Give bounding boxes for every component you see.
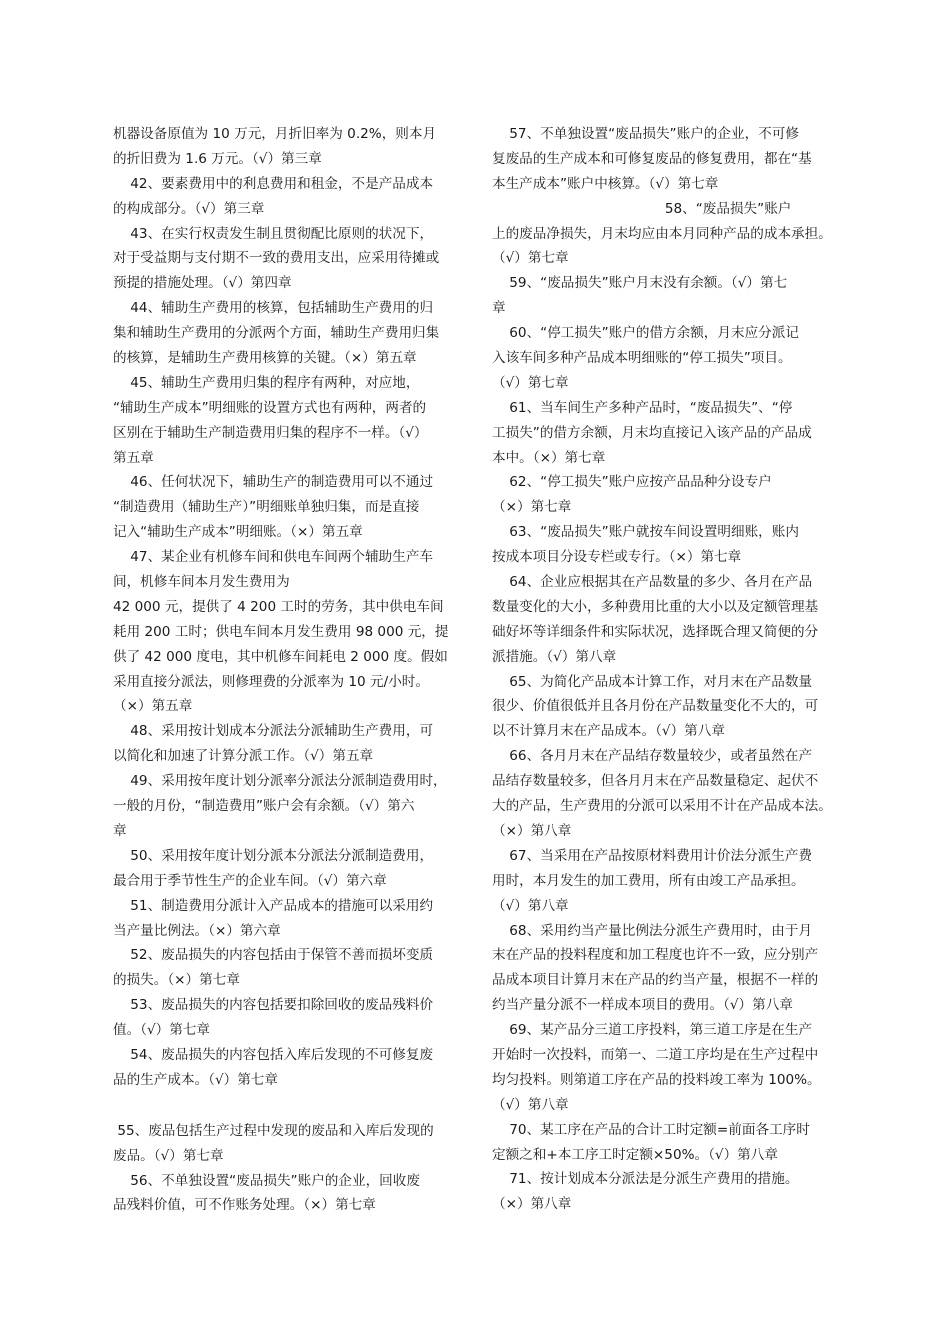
- right-text-line: （×）第七章: [492, 499, 572, 516]
- left-text-line: 间，机修车间本月发生费用为: [113, 574, 290, 591]
- left-text-line: 品的生产成本。（√）第七章: [113, 1071, 278, 1088]
- right-text-line: 67、当采用在产品按原材料费用计价法分派生产费: [492, 847, 813, 864]
- left-text-line: 的损失。（×）第七章: [113, 972, 240, 989]
- right-text-line: 以不计算月末在产品成本。（√）第八章: [492, 723, 725, 740]
- right-text-line: 66、各月月末在产品结存数量较少，或者虽然在产: [492, 748, 813, 765]
- left-text-line: 49、采用按年度计划分派率分派法分派制造费用时，: [113, 773, 447, 790]
- right-text-line: （×）第八章: [492, 1196, 572, 1213]
- left-text-line: “辅助生产成本”明细账的设置方式也有两种，两者的: [113, 399, 427, 416]
- left-text-line: 最合用于季节性生产的企业车间。（√）第六章: [113, 872, 387, 889]
- paragraph-gap: [113, 1093, 460, 1119]
- left-text-line: 51、制造费用分派计入产品成本的措施可以采用约: [113, 897, 434, 914]
- right-text-line: 68、采用约当产量比例法分派生产费用时，由于月: [492, 922, 813, 939]
- right-text-line: 69、某产品分三道工序投料，第三道工序是在生产: [492, 1022, 813, 1039]
- right-text-line: 均匀投料。则第道工序在产品的投料竣工率为 100%。: [492, 1071, 821, 1088]
- left-text-line: 56、不单独设置“废品损失”账户的企业，回收废: [113, 1172, 420, 1189]
- left-text-line: 第五章: [113, 449, 154, 466]
- left-text-line: 机器设备原值为 10 万元，月折旧率为 0.2%，则本月: [113, 126, 437, 142]
- left-text-line: 45、辅助生产费用归集的程序有两种，对应地，: [113, 374, 420, 391]
- right-text-line: 63、“废品损失”账户就按车间设置明细账，账内: [492, 524, 799, 541]
- left-text-line: 对于受益期与支付期不一致的费用支出，应采用待摊或: [113, 250, 440, 267]
- right-text-line: 派措施。（√）第八章: [492, 648, 617, 665]
- right-text-line: 开始时一次投料，而第一、二道工序均是在生产过程中: [492, 1046, 819, 1063]
- right-text-line: 入该车间多种产品成本明细账的“停工损失”项目。: [492, 350, 792, 367]
- left-text-line: 54、废品损失的内容包括入库后发现的不可修复废: [113, 1046, 434, 1063]
- left-text-line: 废品。（√）第七章: [113, 1147, 224, 1164]
- right-text-line: 定额之和+本工序工时定额×50%。（√）第八章: [492, 1146, 778, 1163]
- left-text-line: 以简化和加速了计算分派工作。（√）第五章: [113, 748, 374, 765]
- right-text-line: 70、某工序在产品的合计工时定额=前面各工序时: [492, 1121, 810, 1138]
- right-text-line: 按成本项目分设专栏或专行。（×）第七章: [492, 549, 742, 566]
- left-text-line: 耗用 200 工时；供电车间本月发生费用 98 000 元，提: [113, 623, 449, 640]
- right-text-line: 工损失”的借方余额，月末均直接记入该产品的产品成: [492, 424, 812, 441]
- right-text-line: 62、“停工损失”账户应按产品品种分设专户: [492, 474, 772, 491]
- right-text-line: 71、按计划成本分派法是分派生产费用的措施。: [492, 1171, 799, 1188]
- left-text-line: 当产量比例法。（×）第六章: [113, 922, 281, 939]
- right-text-line: 数量变化的大小，多种费用比重的大小以及定额管理基: [492, 598, 819, 615]
- left-text-line: 42、要素费用中的利息费用和租金，不是产品成本: [113, 175, 434, 192]
- left-text-line: 一般的月份，“制造费用”账户会有余额。（√）第六: [113, 798, 415, 815]
- left-text-line: 集和辅助生产费用的分派两个方面，辅助生产费用归集: [113, 325, 440, 342]
- right-text-line: 大的产品，生产费用的分派可以采用不计在产品成本法。: [492, 798, 832, 815]
- left-text-line: 53、废品损失的内容包括要扣除回收的废品残料价: [113, 997, 434, 1014]
- right-text-line: 用时，本月发生的加工费用，所有由竣工产品承担。: [492, 872, 805, 889]
- left-text-line: 42 000 元，提供了 4 200 工时的劳务，其中供电车间: [113, 598, 444, 615]
- left-text-line: 48、采用按计划成本分派法分派辅助生产费用，可: [113, 723, 434, 740]
- right-text-line: 末在产品的投料程度和加工程度也许不一致，应分别产: [492, 947, 819, 964]
- left-text-line: 记入“辅助生产成本”明细账。（×）第五章: [113, 524, 363, 541]
- right-text-line: 上的废品净损失，月末均应由本月同种产品的成本承担。: [492, 225, 832, 242]
- right-text-line: （√）第八章: [492, 1096, 569, 1113]
- left-text-line: 品残料价值，可不作账务处理。（×）第七章: [113, 1197, 376, 1214]
- left-text-line: 52、废品损失的内容包括由于保管不善而损坏变质: [113, 947, 434, 964]
- right-text-line: （×）第八章: [492, 822, 572, 839]
- right-text-line: 59、“废品损失”账户月末没有余额。（√）第七: [492, 275, 788, 292]
- right-text-line: 64、企业应根据其在产品数量的多少、各月在产品: [492, 574, 813, 591]
- right-text-line: 品成本项目计算月末在产品的约当产量，根据不一样的: [492, 972, 819, 989]
- right-text-line: 本生产成本”账户中核算。（√）第七章: [492, 175, 719, 192]
- left-text-line: 43、在实行权责发生制且贯彻配比原则的状况下，: [113, 225, 434, 242]
- right-text-line: 本中。（×）第七章: [492, 449, 606, 466]
- left-text-line: 的核算，是辅助生产费用核算的关键。（×）第五章: [113, 350, 417, 367]
- left-text-line: 供了 42 000 度电，其中机修车间耗电 2 000 度。假如: [113, 648, 448, 665]
- left-text-line: 46、任何状况下，辅助生产的制造费用可以不通过: [113, 474, 434, 491]
- left-text-line: 55、废品包括生产过程中发现的废品和入库后发现的: [113, 1122, 434, 1139]
- right-text-line: 61、当车间生产多种产品时，“废品损失”、“停: [492, 399, 793, 416]
- right-text-line: 复废品的生产成本和可修复废品的修复费用，都在“基: [492, 150, 812, 167]
- right-text-line: （√）第八章: [492, 897, 569, 914]
- right-text-line: 很少、价值很低并且各月份在产品数量变化不大的，可: [492, 698, 819, 715]
- right-text-line: （√）第七章: [492, 250, 569, 267]
- right-text-line: 章: [492, 300, 506, 317]
- right-text-line: 57、不单独设置“废品损失”账户的企业，不可修: [492, 126, 799, 142]
- right-text-line: 58、“废品损失”账户: [492, 200, 792, 217]
- right-text-line: 约当产量分派不一样成本项目的费用。（√）第八章: [492, 997, 793, 1014]
- left-text-line: 47、某企业有机修车间和供电车间两个辅助生产车: [113, 549, 434, 566]
- right-text-line: 60、“停工损失”账户的借方余额，月末应分派记: [492, 325, 799, 342]
- left-text-line: 区别在于辅助生产制造费用归集的程序不一样。（√）: [113, 424, 428, 441]
- left-text-line: “制造费用（辅助生产）”明细账单独归集，而是直接: [113, 499, 420, 516]
- left-text-line: 采用直接分派法，则修理费的分派率为 10 元/小时。: [113, 673, 429, 690]
- left-text-line: 的折旧费为 1.6 万元。（√）第三章: [113, 150, 322, 167]
- left-text-line: （×）第五章: [113, 698, 193, 715]
- left-text-line: 值。（√）第七章: [113, 1022, 211, 1039]
- left-text-line: 44、辅助生产费用的核算，包括辅助生产费用的归: [113, 300, 434, 317]
- left-text-line: 预提的措施处理。（√）第四章: [113, 275, 292, 292]
- right-text-line: 品结存数量较多，但各月月末在产品数量稳定、起伏不: [492, 773, 819, 790]
- left-text-line: 的构成部分。（√）第三章: [113, 200, 265, 217]
- right-text-line: 65、为简化产品成本计算工作，对月末在产品数量: [492, 673, 813, 690]
- left-text-line: 50、采用按年度计划分派本分派法分派制造费用，: [113, 847, 434, 864]
- right-text-line: （√）第七章: [492, 374, 569, 391]
- left-column: [113, 122, 460, 1218]
- right-text-line: 础好坏等详细条件和实际状况，选择既合理又简便的分: [492, 623, 819, 640]
- right-column: [492, 122, 840, 1217]
- left-text-line: 章: [113, 822, 127, 839]
